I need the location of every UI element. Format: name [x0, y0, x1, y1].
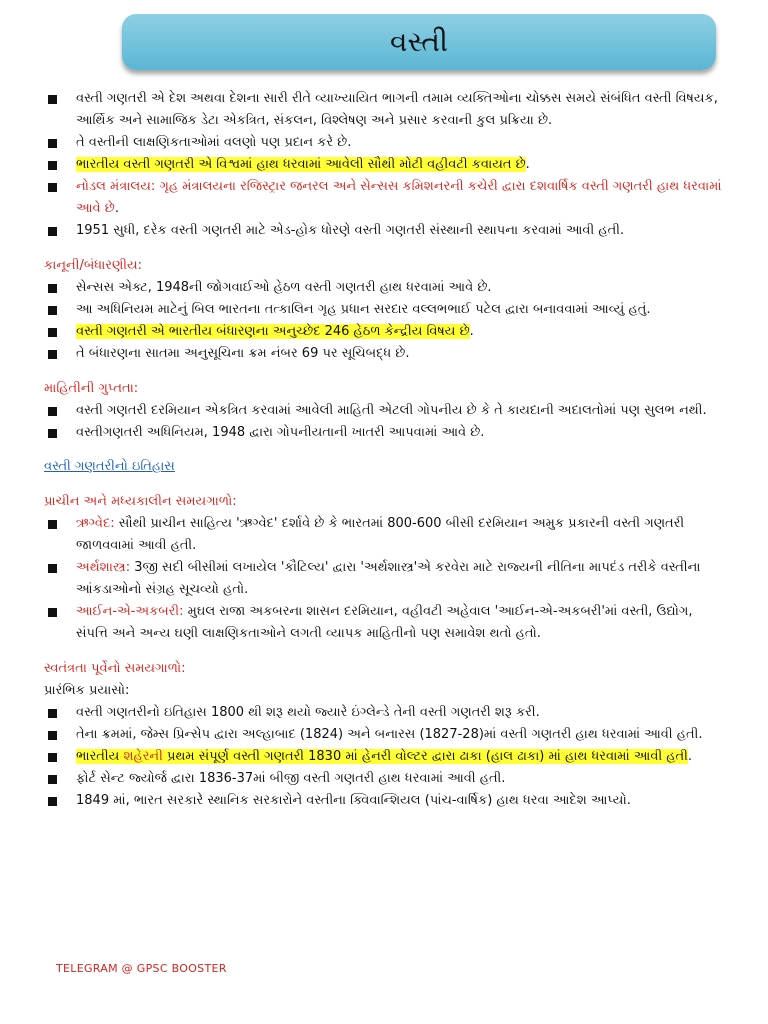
list-item: આઈન-એ-અકબરી: મુઘલ રાજા અકબરના શાસન દરમિયાન, વહીવટી અહેવાલ 'આઈન-એ-અકબરી'માં વસ્તી, ઉદ્યોગ, સંપત્તિ અને અન્ય ઘણી લાક્ષણિકતાઓને લગતી વ્યાપક માહિતીનો પણ સમાવેશ થતો હતો.: [44, 601, 724, 645]
list-item: 1849 માં, ભારત સરકારે સ્થાનિક સરકારોને વસ્તીના ક્વિવાન્શિયલ (પાંચ-વાર્ષિક) હાથ ધરવા આદેશ આપ્યો.: [44, 790, 724, 812]
history-title: વસ્તી ગણતરીનો ઇતિહાસ: [44, 459, 175, 474]
list-item: તેના ક્રમમાં, જેમ્સ પ્રિન્સેપ દ્વારા અલ્હાબાદ (1824) અને બનારસ (1827-28)માં વસ્તી ગણતરી હાથ ધરવામાં આવી હતી.: [44, 724, 724, 746]
intro-list: [44, 88, 724, 242]
main-content: [44, 88, 724, 812]
square-bullet-icon: [48, 731, 57, 740]
highlighted-text: ભારતીય શહેરની પ્રથમ સંપૂર્ણ વસ્તી ગણતરી 1830 માં હેનરી વોલ્ટર દ્વારા ઢાકા (હાલ ઢાકા) માં હાથ ધરવામાં આવી હતી: [76, 749, 688, 764]
square-bullet-icon: [48, 407, 57, 416]
square-bullet-icon: [48, 564, 57, 573]
list-item: તે વસ્તીની લાક્ષણિકતાઓમાં વલણો પણ પ્રદાન કરે છે.: [44, 132, 724, 154]
ancient-heading: પ્રાચીન અને મધ્યકાલીન સમયગાળો:: [44, 494, 237, 509]
red-text: નોડલ મંત્રાલય: ગૃહ મંત્રાલયના રજિસ્ટ્રાર જનરલ અને સેન્સસ કમિશનરની કચેરી દ્વારા દશવાર્ષિક વસ્તી ગણતરી હાથ ધરવામાં આવે છે: [76, 179, 722, 216]
list-item: નોડલ મંત્રાલય: ગૃહ મંત્રાલયના રજિસ્ટ્રાર જનરલ અને સેન્સસ કમિશનરની કચેરી દ્વારા દશવાર્ષિક વસ્તી ગણતરી હાથ ધરવામાં આવે છે.: [44, 176, 724, 220]
preindependence-subheading: પ્રારંભિક પ્રયાસો:: [44, 683, 130, 698]
square-bullet-icon: [48, 520, 57, 529]
title-banner: [122, 14, 716, 70]
square-bullet-icon: [48, 797, 57, 806]
list-item: વસ્તી ગણતરી એ ભારતીય બંધારણના અનુચ્છેદ 246 હેઠળ કેન્દ્રીય વિષય છે.: [44, 321, 724, 343]
square-bullet-icon: [48, 139, 57, 148]
red-text: અર્થશાસ્ત્ર:: [76, 560, 131, 575]
list-item: વસ્તી ગણતરી દરમિયાન એકત્રિત કરવામાં આવેલી માહિતી એટલી ગોપનીય છે કે તે કાયદાની અદાલતોમાં પણ સુલભ નથી.: [44, 400, 724, 422]
ancient-list: [44, 513, 724, 645]
square-bullet-icon: [48, 161, 57, 170]
list-item: આ અધિનિયમ માટેનું બિલ ભારતના તત્કાલિન ગૃહ પ્રધાન સરદાર વલ્લભભાઈ પટેલ દ્વારા બનાવવામાં આવ્યું હતું.: [44, 299, 724, 321]
red-text: શહેરની: [123, 749, 163, 764]
square-bullet-icon: [48, 306, 57, 315]
list-item: ભારતીય શહેરની પ્રથમ સંપૂર્ણ વસ્તી ગણતરી 1830 માં હેનરી વોલ્ટર દ્વારા ઢાકા (હાલ ઢાકા) માં હાથ ધરવામાં આવી હતી.: [44, 746, 724, 768]
list-item: ફોર્ટ સેન્ટ જ્યોર્જ દ્વારા 1836-37માં બીજી વસ્તી ગણતરી હાથ ધરવામાં આવી હતી.: [44, 768, 724, 790]
square-bullet-icon: [48, 328, 57, 337]
footer-telegram: TELEGRAM @ GPSC BOOSTER: [56, 962, 227, 975]
preindependence-list: [44, 702, 724, 812]
secrecy-list: [44, 400, 724, 444]
square-bullet-icon: [48, 429, 57, 438]
square-bullet-icon: [48, 608, 57, 617]
square-bullet-icon: [48, 350, 57, 359]
legal-list: [44, 277, 724, 365]
list-item: ઋગ્વેદ: સૌથી પ્રાચીન સાહિત્ય 'ઋગ્વેદ' દર્શાવે છે કે ભારતમાં 800-600 બીસી દરમિયાન અમુક પ્રકારની વસ્તી ગણતરી જાળવવામાં આવી હતી.: [44, 513, 724, 557]
list-item: સેન્સસ એક્ટ, 1948ની જોગવાઈઓ હેઠળ વસ્તી ગણતરી હાથ ધરવામાં આવે છે.: [44, 277, 724, 299]
square-bullet-icon: [48, 753, 57, 762]
secrecy-heading: માહિતીની ગુપ્તતા:: [44, 381, 139, 396]
square-bullet-icon: [48, 709, 57, 718]
square-bullet-icon: [48, 775, 57, 784]
square-bullet-icon: [48, 227, 57, 236]
square-bullet-icon: [48, 284, 57, 293]
list-item: વસ્તી ગણતરીનો ઇતિહાસ 1800 થી શરૂ થયો જ્યારે ઇંગ્લેન્ડે તેની વસ્તી ગણતરી શરૂ કરી.: [44, 702, 724, 724]
square-bullet-icon: [48, 95, 57, 104]
page-title: વસ્તી: [390, 25, 448, 58]
list-item: ભારતીય વસ્તી ગણતરી એ વિશ્વમાં હાથ ધરવામાં આવેલી સૌથી મોટી વહીવટી કવાયત છે.: [44, 154, 724, 176]
list-item: 1951 સુધી, દરેક વસ્તી ગણતરી માટે એડ-હોક ધોરણે વસ્તી ગણતરી સંસ્થાની સ્થાપના કરવામાં આવી હતી.: [44, 220, 724, 242]
list-item: અર્થશાસ્ત્ર: 3જી સદી બીસીમાં લખાયેલ 'કૌટિલ્ય' દ્વારા 'અર્થશાસ્ત્ર'એ કરવેરા માટે રાજ્યની નીતિના માપદંડ તરીકે વસ્તીના આંકડાઓનો સંગ્રહ સૂચવ્યો હતો.: [44, 557, 724, 601]
legal-heading: કાનૂની/બંધારણીય:: [44, 258, 143, 273]
red-text: ઋગ્વેદ:: [76, 516, 115, 531]
list-item: વસ્તીગણતરી અધિનિયમ, 1948 દ્વારા ગોપનીયતાની ખાતરી આપવામાં આવે છે.: [44, 422, 724, 444]
highlighted-text: વસ્તી ગણતરી એ ભારતીય બંધારણના અનુચ્છેદ 246 હેઠળ કેન્દ્રીય વિષય છે: [76, 324, 470, 339]
list-item: તે બંધારણના સાતમા અનુસૂચિના ક્રમ નંબર 69 પર સૂચિબદ્ધ છે.: [44, 343, 724, 365]
highlighted-text: ભારતીય વસ્તી ગણતરી એ વિશ્વમાં હાથ ધરવામાં આવેલી સૌથી મોટી વહીવટી કવાયત છે: [76, 157, 526, 172]
preindependence-heading: સ્વતંત્રતા પૂર્વેનો સમયગાળો:: [44, 661, 186, 676]
red-text: આઈન-એ-અકબરી:: [76, 604, 184, 619]
square-bullet-icon: [48, 183, 57, 192]
list-item: વસ્તી ગણતરી એ દેશ અથવા દેશના સારી રીતે વ્યાખ્યાયિત ભાગની તમામ વ્યક્તિઓના ચોક્કસ સમયે સંબંધિત વસ્તી વિષયક, આર્થિક અને સામાજિક ડેટા એકત્રિત, સંકલન, વિશ્લેષણ અને પ્રસાર કરવાની કુલ પ્રક્રિયા છે.: [44, 88, 724, 132]
